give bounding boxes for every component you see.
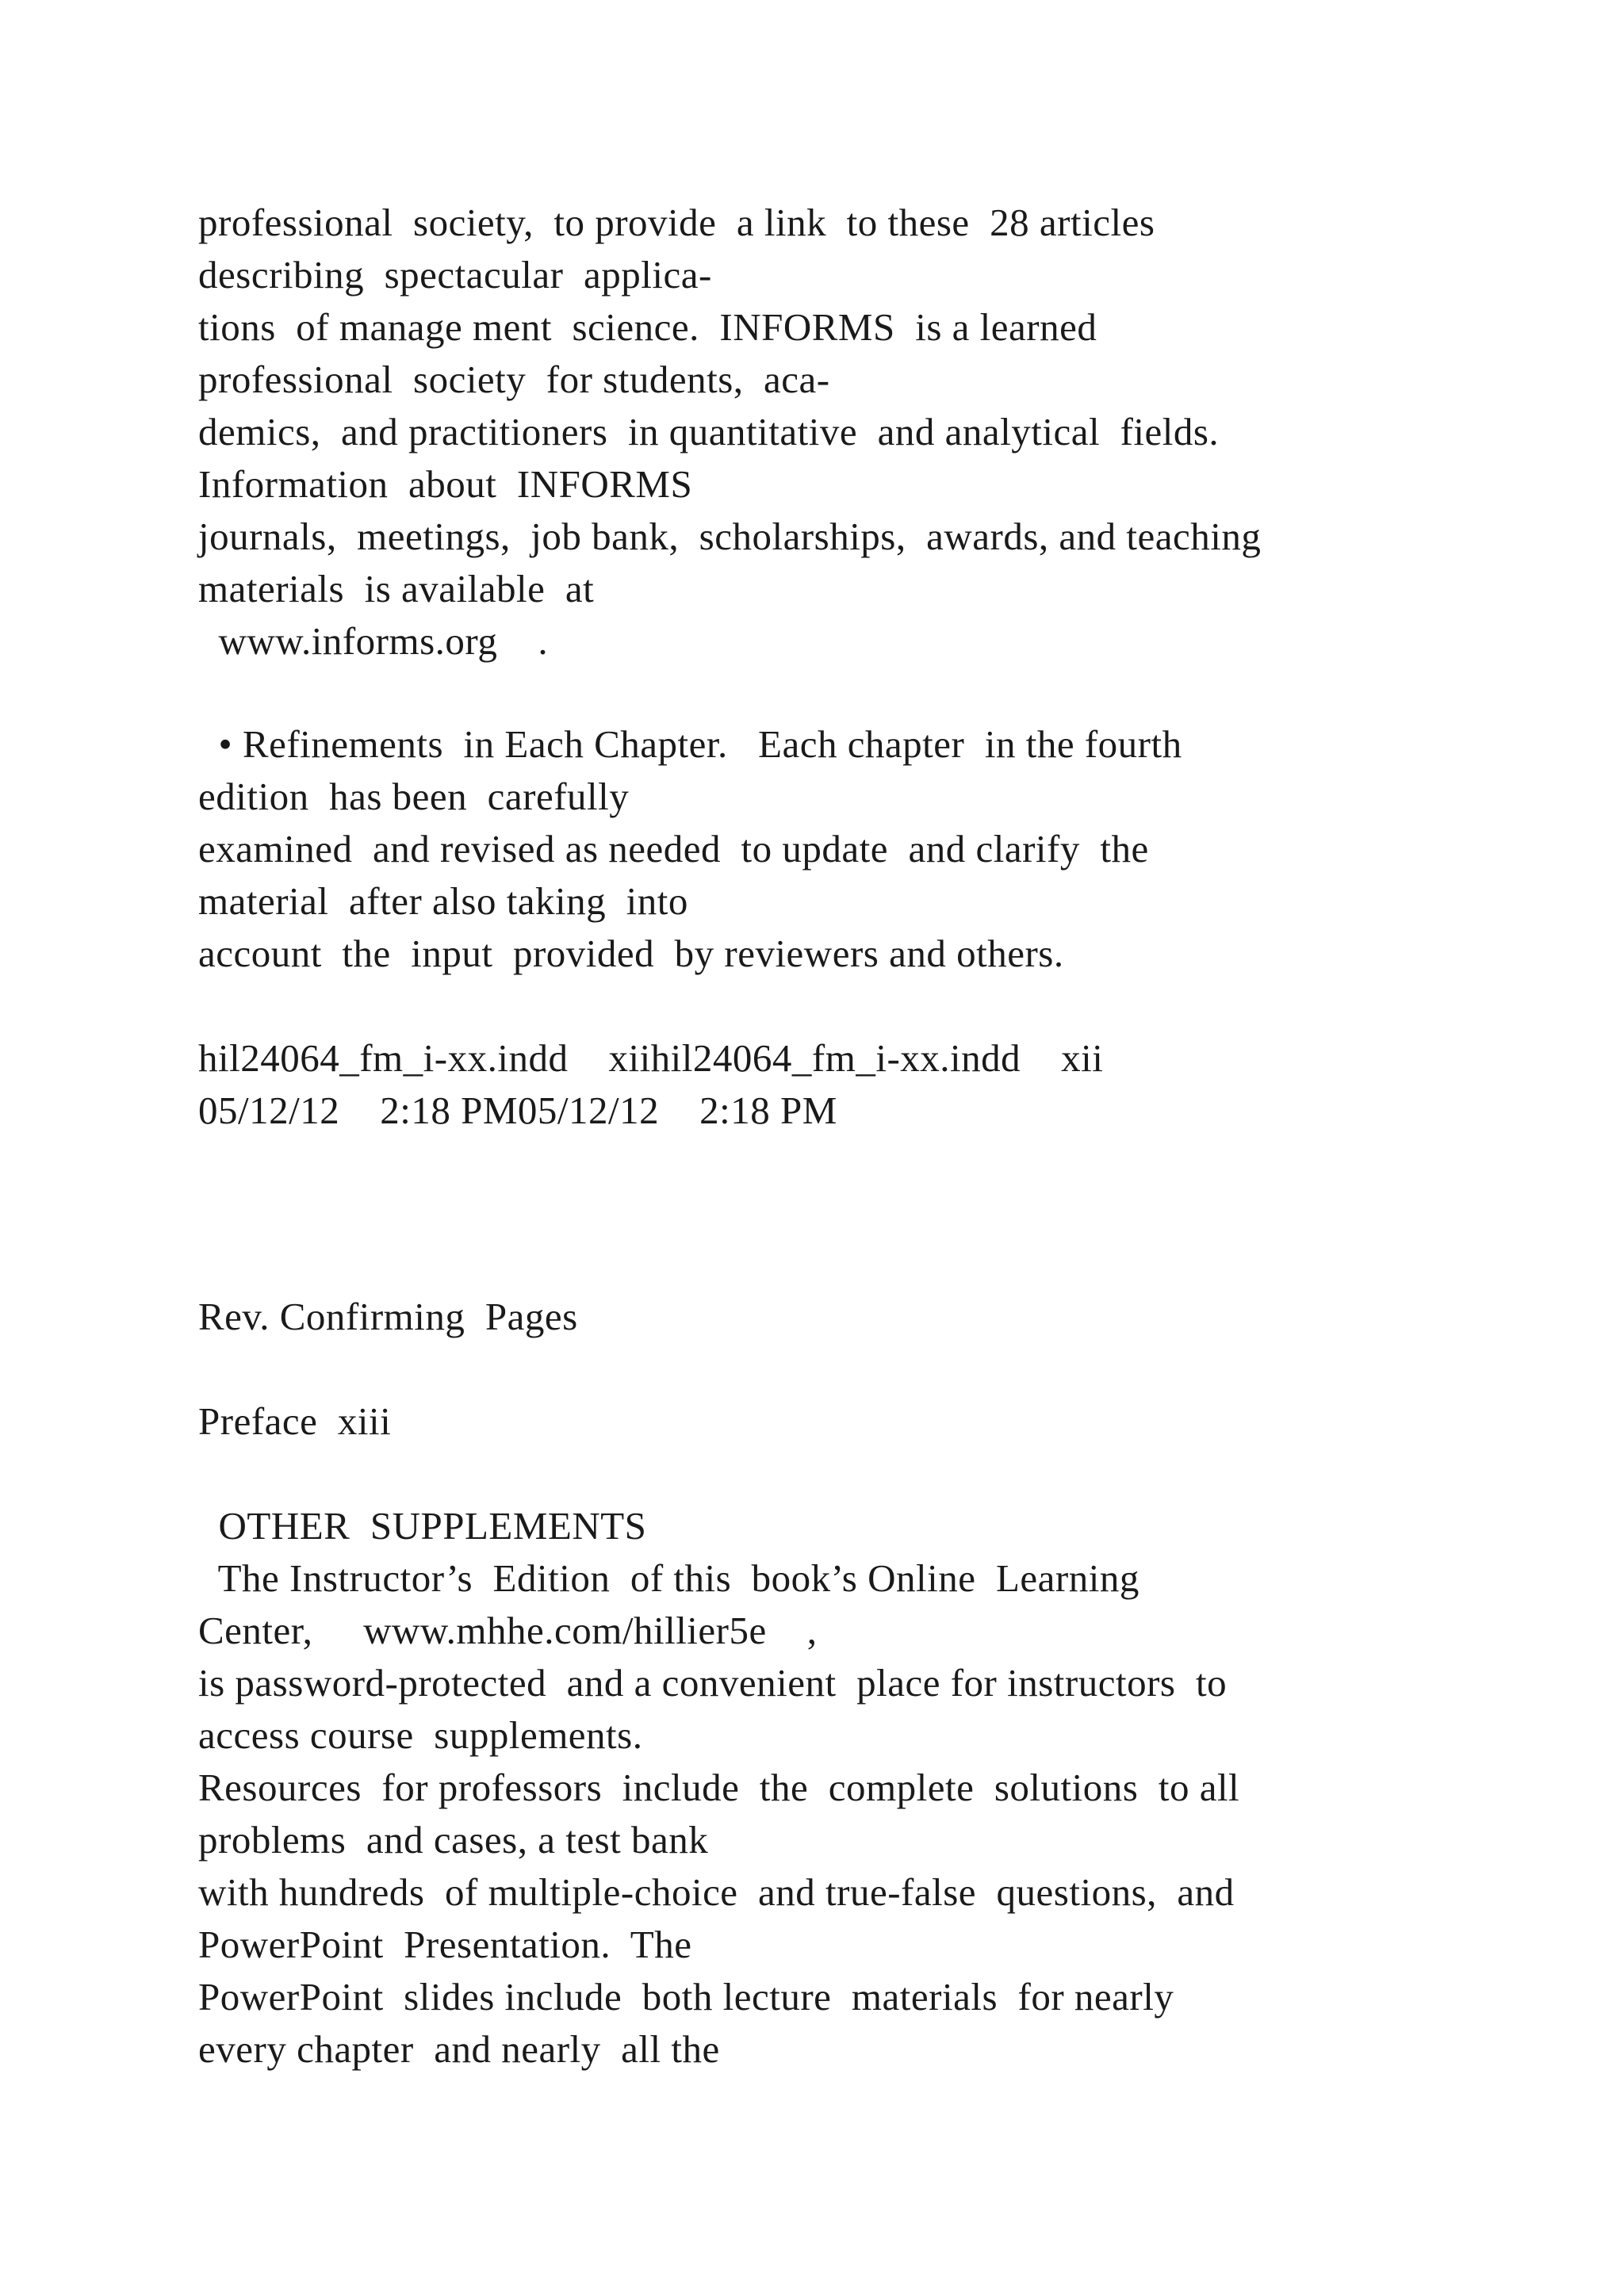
file-slug: hil24064_fm_i-xx.indd xiihil24064_fm_i-xx.indd xii — [198, 1036, 1104, 1080]
text-line: describing spectacular applica- — [198, 253, 712, 297]
text-line: professional society for students, aca- — [198, 358, 830, 401]
text-line: PowerPoint Presentation. The — [198, 1923, 692, 1966]
section-heading: OTHER SUPPLEMENTS — [198, 1504, 647, 1548]
text-line: materials is available at — [198, 567, 595, 610]
text-line: PowerPoint slides include both lecture materials for nearly — [198, 1975, 1174, 2019]
text-line: demics, and practitioners in quantitative and analytical fields. — [198, 410, 1220, 453]
text-line: is password-protected and a convenient place for instructors to — [198, 1661, 1228, 1705]
text-line: Information about INFORMS — [198, 462, 693, 506]
page-status: Rev. Confirming Pages — [198, 1295, 578, 1338]
text-line: material after also taking into — [198, 879, 688, 923]
text-line: journals, meetings, job bank, scholarships, awards, and teaching — [198, 515, 1262, 558]
text-line: edition has been carefully — [198, 775, 630, 818]
text-line: account the input provided by reviewers and others. — [198, 932, 1064, 975]
text-line: Resources for professors include the complete solutions to all — [198, 1766, 1240, 1809]
text-line: professional society, to provide a link to these 28 articles — [198, 201, 1155, 244]
running-head: Preface xiii — [198, 1399, 392, 1443]
text-line: problems and cases, a test bank — [198, 1818, 709, 1862]
timestamp-slug: 05/12/12 2:18 PM05/12/12 2:18 PM — [198, 1089, 837, 1132]
text-line: tions of manage ment science. INFORMS is a learned — [198, 305, 1097, 349]
url-line-informs: www.informs.org . — [198, 619, 549, 663]
text-line: with hundreds of multiple-choice and true-false questions, and — [198, 1870, 1235, 1914]
text-line: every chapter and nearly all the — [198, 2027, 720, 2071]
text-line: The Instructor’s Edition of this book’s Online Learning — [198, 1556, 1139, 1600]
text-line: examined and revised as needed to update and clarify the — [198, 827, 1149, 871]
text-line: access course supplements. — [198, 1713, 643, 1757]
url-line-mhhe: Center, www.mhhe.com/hillier5e , — [198, 1609, 818, 1652]
bullet-item: • Refinements in Each Chapter. Each chapter in the fourth — [198, 722, 1182, 766]
